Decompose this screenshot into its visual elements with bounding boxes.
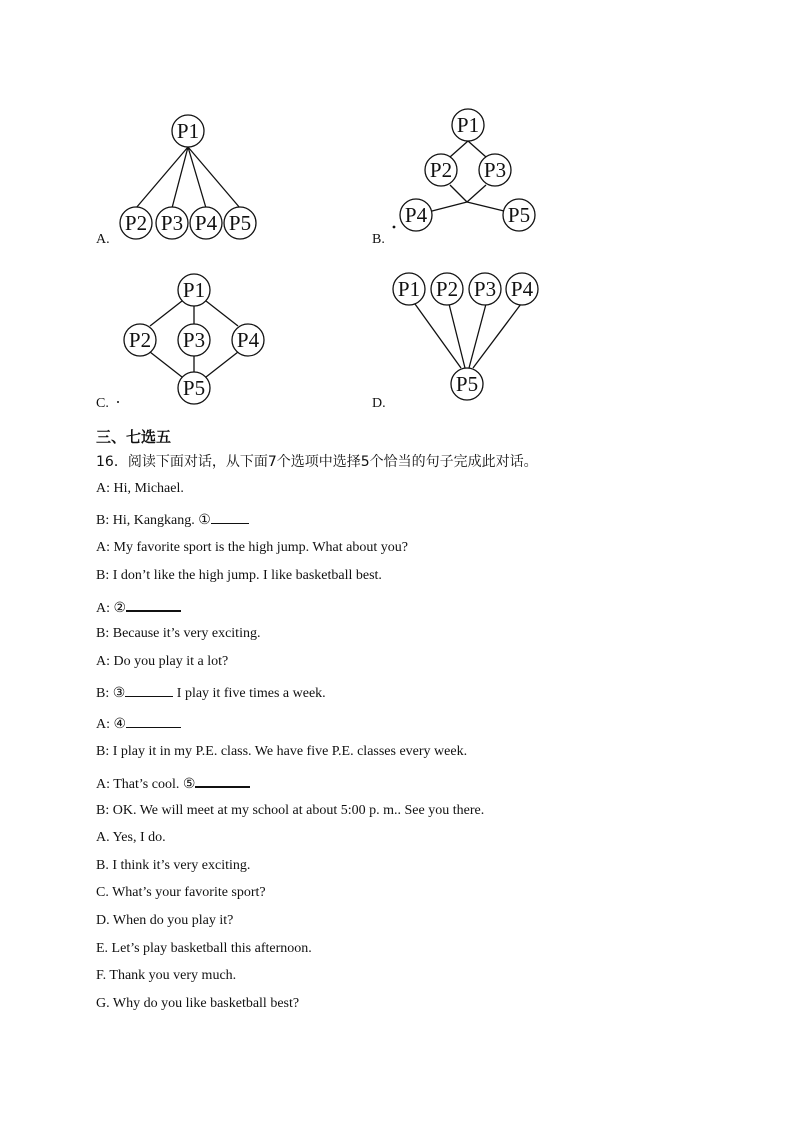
dialogue-line-3: A: My favorite sport is the high jump. What about you? bbox=[96, 540, 408, 555]
diagram-b-edge-center-p4 bbox=[432, 202, 467, 211]
diagram-a-label-p1: P1 bbox=[176, 119, 200, 143]
section-title: 三、七选五 bbox=[96, 428, 172, 446]
diagram-b-edge-p3-center bbox=[467, 185, 486, 202]
diagram-c-label-p5: P5 bbox=[182, 376, 206, 400]
diagram-c-label-p2: P2 bbox=[128, 328, 152, 352]
diagram-a-label-p2: P2 bbox=[124, 211, 148, 235]
diagram-d-edge-p2-p5 bbox=[449, 304, 465, 368]
diagram-a-edge-p1-p4 bbox=[188, 147, 206, 208]
diagram-d-edge-p4-p5 bbox=[473, 304, 521, 368]
diagram-d-label-p4: P4 bbox=[510, 277, 534, 301]
diagram-b-label-p4: P4 bbox=[404, 203, 428, 227]
choice-b: B. I think it’s very exciting. bbox=[96, 858, 251, 873]
answer-blank-2[interactable] bbox=[126, 597, 181, 612]
dialogue-line-4: B: I don’t like the high jump. I like basketball best. bbox=[96, 568, 382, 583]
diagram-c-dot bbox=[117, 401, 119, 403]
dialogue-line-11: A: That’s cool. ⑤ bbox=[96, 773, 250, 793]
diagram-b-label-p2: P2 bbox=[429, 158, 453, 182]
diagram-a-edge-p1-p5 bbox=[188, 147, 240, 208]
dialogue-line-2: B: Hi, Kangkang. ① bbox=[96, 510, 249, 529]
diagram-b-label-p5: P5 bbox=[507, 203, 531, 227]
diagram-b-edge-p2-center bbox=[450, 185, 467, 202]
answer-blank-5[interactable] bbox=[195, 773, 250, 788]
diagram-a-label-p3: P3 bbox=[160, 211, 184, 235]
choice-f: F. Thank you very much. bbox=[96, 968, 237, 983]
diagram-c bbox=[110, 270, 280, 410]
diagram-d-edge-p3-p5 bbox=[469, 304, 486, 368]
diagram-d-label-p2: P2 bbox=[435, 277, 459, 301]
option-a-label: A. bbox=[96, 232, 110, 247]
diagram-c-label-p4: P4 bbox=[236, 328, 260, 352]
choice-c: C. What’s your favorite sport? bbox=[96, 885, 266, 900]
choice-a: A. Yes, I do. bbox=[96, 830, 166, 845]
answer-blank-1[interactable] bbox=[211, 510, 249, 524]
dialogue-line-5: A: ② bbox=[96, 597, 181, 617]
diagram-c-edge-p2-p5 bbox=[150, 352, 182, 377]
diagram-d-label-p3: P3 bbox=[473, 277, 497, 301]
diagram-d-label-p5: P5 bbox=[455, 372, 479, 396]
diagram-b-label-p1: P1 bbox=[456, 113, 480, 137]
diagram-b-dot bbox=[393, 226, 396, 229]
choice-e: E. Let’s play basketball this afternoon. bbox=[96, 941, 312, 956]
diagram-c-edge-p1-p2 bbox=[150, 301, 182, 326]
diagram-c-edge-p1-p4 bbox=[206, 301, 238, 326]
diagram-a-label-p5: P5 bbox=[228, 211, 252, 235]
diagram-c-label-p1: P1 bbox=[182, 278, 206, 302]
diagram-a bbox=[110, 110, 270, 245]
option-d-label: D. bbox=[372, 396, 386, 411]
choice-d: D. When do you play it? bbox=[96, 913, 234, 928]
option-b-label: B. bbox=[372, 232, 385, 247]
diagram-a-label-p4: P4 bbox=[194, 211, 218, 235]
question-text: 16．阅读下面对话，从下面7个选项中选择5个恰当的句子完成此对话。 bbox=[96, 454, 538, 470]
dialogue-line-6: B: Because it’s very exciting. bbox=[96, 626, 261, 641]
answer-blank-4[interactable] bbox=[126, 714, 181, 728]
dialogue-line-7: A: Do you play it a lot? bbox=[96, 654, 229, 669]
dialogue-line-10: B: I play it in my P.E. class. We have five P.E. classes every week. bbox=[96, 744, 468, 759]
diagram-d bbox=[385, 268, 555, 408]
diagram-d-label-p1: P1 bbox=[397, 277, 421, 301]
diagram-b-edge-p1-p3 bbox=[468, 141, 486, 157]
diagram-d-edge-p1-p5 bbox=[415, 304, 461, 368]
dialogue-line-8: B: ③ I play it five times a week. bbox=[96, 683, 326, 702]
dialogue-line-1: A: Hi, Michael. bbox=[96, 481, 184, 496]
dialogue-line-12: B: OK. We will meet at my school at about 5:00 p. m.. See you there. bbox=[96, 803, 485, 818]
dialogue-line-9: A: ④ bbox=[96, 714, 181, 733]
diagram-b-label-p3: P3 bbox=[483, 158, 507, 182]
answer-blank-3[interactable] bbox=[125, 683, 173, 697]
diagram-c-edge-p4-p5 bbox=[206, 352, 238, 377]
diagram-b-edge-center-p5 bbox=[467, 202, 504, 211]
option-c-label: C. bbox=[96, 396, 109, 411]
diagram-b-edge-p1-p2 bbox=[450, 141, 468, 157]
choice-g: G. Why do you like basketball best? bbox=[96, 996, 300, 1011]
diagram-c-label-p3: P3 bbox=[182, 328, 206, 352]
diagram-b bbox=[388, 105, 548, 240]
